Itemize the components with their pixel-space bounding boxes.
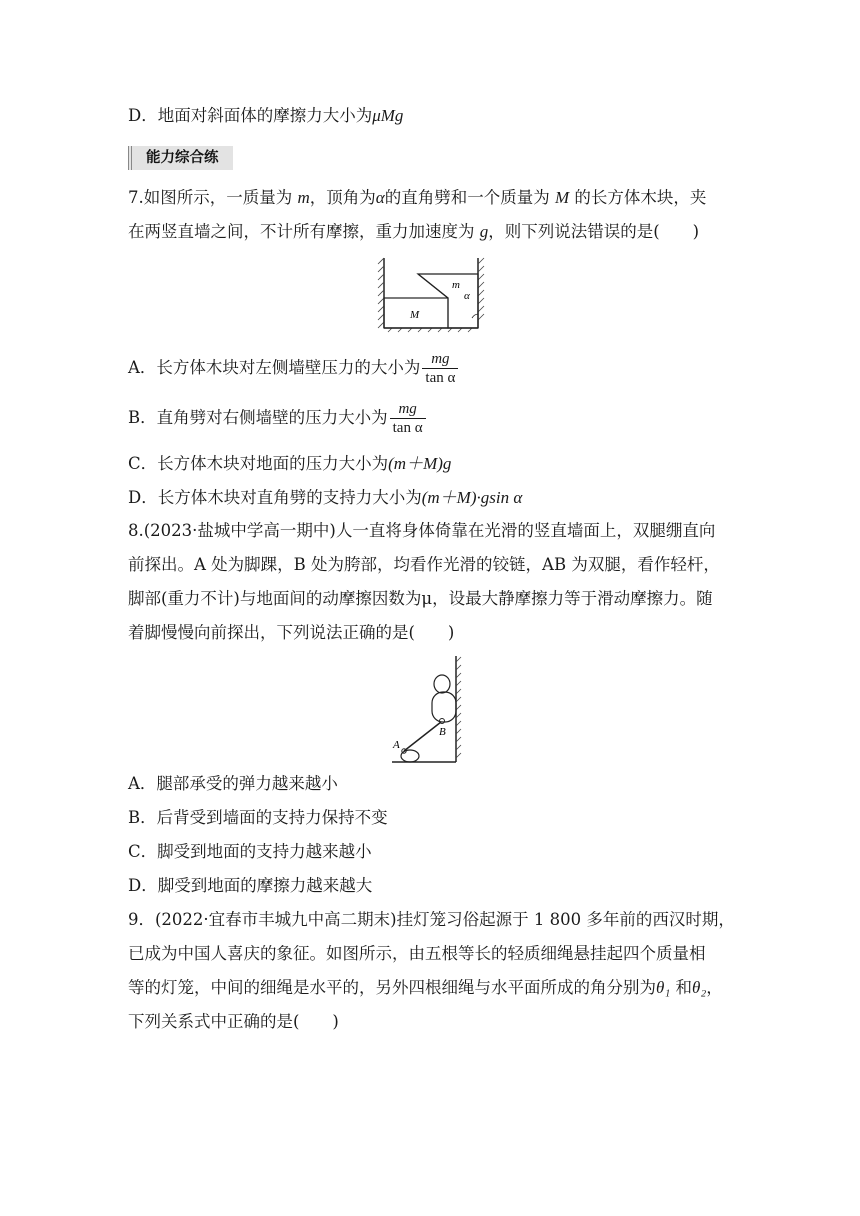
q9-stem-line3: 等的灯笼，中间的细绳是水平的，另外四根细绳与水平面所成的角分别为θ₁ 和θ₂， [128, 978, 723, 997]
q8-label-a: A [393, 739, 400, 751]
q8-foot [401, 750, 419, 762]
q7-stem-line2: 在两竖直墙之间，不计所有摩擦，重力加速度为 g，则下列说法错误的是( ) [128, 222, 700, 241]
q7-label-M: M [410, 309, 420, 321]
q7-option-c: C．长方体木块对地面的压力大小为(m＋M)g [128, 454, 452, 473]
q7-option-a: A．长方体木块对左侧墙壁压力的大小为 $\frac{mg}{\text{tan α}}$ [128, 350, 458, 387]
q7-figure [376, 256, 488, 332]
q8-stem-line1: 8.(2023·盐城中学高一期中)人一直将身体倚靠在光滑的竖直墙面上，双腿绷直向 [128, 521, 716, 540]
q7-label-alpha: α [464, 290, 470, 302]
q9-stem-line1: 9．(2022·宜春市丰城九中高二期末)挂灯笼习俗起源于 1 800 多年前的西汉时期， [128, 910, 735, 929]
q8-option-d: D．脚受到地面的摩擦力越来越大 [128, 876, 373, 895]
q7-label-m: m [452, 279, 460, 291]
prev-option-d: D．地面对斜面体的摩擦力大小为μMg [128, 106, 404, 125]
q8-legs [404, 722, 441, 751]
q8-body [432, 692, 456, 722]
q8-stem-line4: 着脚慢慢向前探出，下列说法正确的是( ) [128, 623, 455, 642]
q9-stem-line2: 已成为中国人喜庆的象征。如图所示，由五根等长的轻质细绳悬挂起四个质量相 [128, 944, 706, 963]
q8-option-b: B．后背受到墙面的支持力保持不变 [128, 808, 388, 827]
q8-option-c: C．脚受到地面的支持力越来越小 [128, 842, 372, 861]
q7-option-d: D．长方体木块对直角劈的支持力大小为(m＋M)·gsin α [128, 488, 523, 507]
section-title: 能力综合练 [128, 146, 233, 170]
q7-option-b: B．直角劈对右侧墙壁的压力大小为 $\frac{mg}{\text{tan α}}$ [128, 400, 426, 437]
q7-stem-line1: 7.如图所示，一质量为 m，顶角为α的直角劈和一个质量为 M 的长方体木块，夹 [128, 188, 707, 207]
q8-option-a: A．腿部承受的弹力越来越小 [128, 774, 338, 793]
q8-head [434, 675, 450, 693]
q9-stem-line4: 下列关系式中正确的是( ) [128, 1012, 339, 1031]
q8-label-b: B [439, 726, 446, 738]
q8-stem-line2: 前探出。A 处为脚踝，B 处为胯部，均看作光滑的铰链，AB 为双腿，看作轻杆， [128, 555, 720, 574]
q8-figure [390, 654, 462, 764]
q8-stem-line3: 脚部(重力不计)与地面间的动摩擦因数为μ，设最大静摩擦力等于滑动摩擦力。随 [128, 589, 713, 608]
